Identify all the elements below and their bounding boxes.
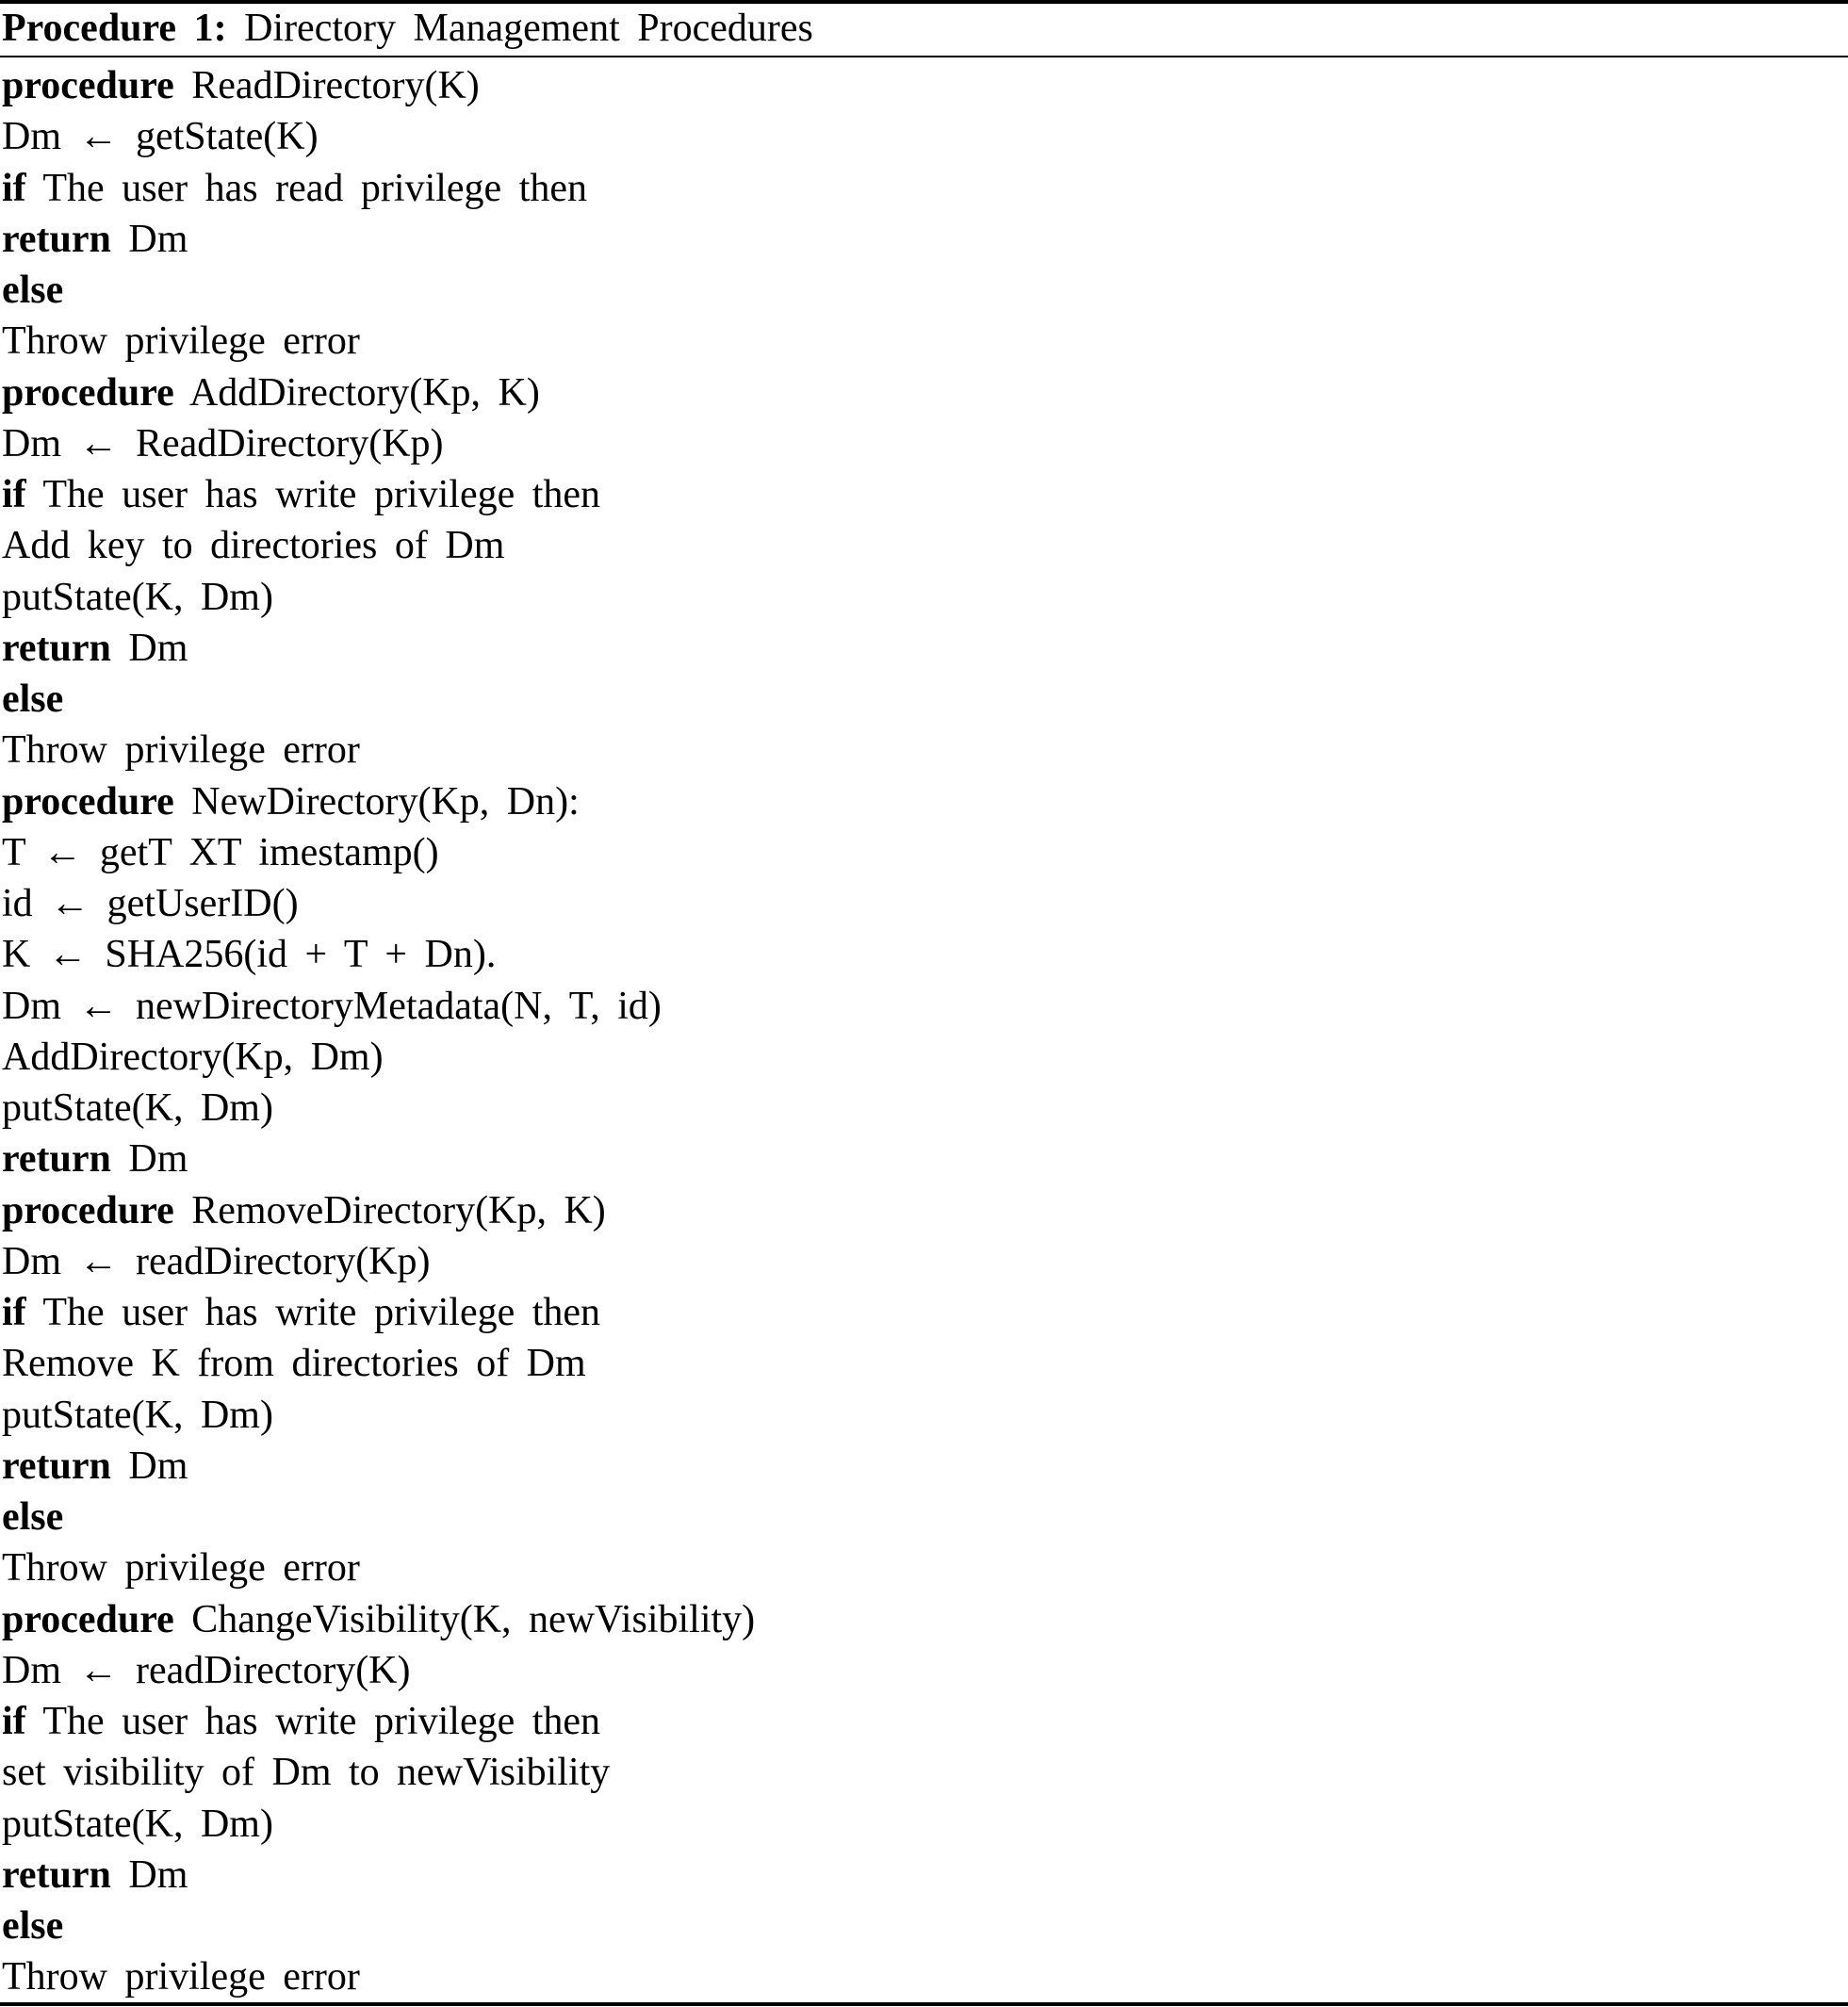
keyword: if [2,1291,26,1334]
code-line [2,1287,1844,1338]
code-text: Dm ← ReadDirectory(Kp) [2,421,444,465]
code-text: ReadDirectory(K) [173,64,480,107]
code-line [2,418,1844,469]
code-text: Dm ← getState(K) [2,115,319,159]
keyword: procedure [2,370,174,415]
keyword: else [2,1495,64,1539]
keyword: procedure [2,1188,174,1232]
keyword: if [2,1700,26,1743]
code-line [2,1390,1844,1441]
code-text: Dm [110,626,188,670]
code-line [2,1542,1844,1593]
code-text: The user has write privilege then [25,1700,601,1743]
code-line [2,316,1844,367]
code-line [2,878,1844,929]
keyword: procedure [2,64,174,107]
code-text: putState(K, Dm) [2,1802,273,1846]
keyword: return [2,1137,111,1182]
code-text: Dm [110,1444,188,1488]
procedure-caption [2,2,813,55]
code-line [2,725,1844,775]
code-text: putState(K, Dm) [2,1393,273,1437]
code-line [2,1441,1844,1492]
code-text: T ← getT XT imestamp() [2,830,439,874]
code-line [2,367,1844,418]
bottom-rule [0,2002,1848,2006]
code-line [2,1850,1844,1901]
code-line [2,60,1844,111]
code-line [2,776,1844,827]
code-text: set visibility of Dm to newVisibility [2,1751,611,1795]
code-line [2,1696,1844,1747]
code-text: K ← SHA256(id + T + Dn). [2,933,497,977]
code-text: Throw privilege error [2,1955,360,1999]
code-line [2,1645,1844,1696]
code-line [2,929,1844,980]
code-text: Dm ← readDirectory(K) [2,1648,411,1692]
code-line [2,674,1844,725]
code-text: Add key to directories of Dm [2,524,505,568]
code-line [2,1338,1844,1389]
code-text: Dm [110,1137,188,1182]
code-text: putState(K, Dm) [2,1086,273,1130]
code-line [2,572,1844,623]
code-line [2,1951,1844,2002]
keyword: if [2,473,26,516]
code-text: Dm ← readDirectory(Kp) [2,1239,431,1283]
code-line [2,1134,1844,1184]
keyword: return [2,626,111,670]
keyword: if [2,166,26,210]
code-line [2,1594,1844,1645]
code-text: Dm [110,217,188,261]
keyword: return [2,1852,111,1897]
keyword: procedure [2,779,174,824]
code-line [2,1492,1844,1542]
keyword: return [2,1444,111,1488]
code-text: ChangeVisibility(K, newVisibility) [173,1597,756,1641]
code-line [2,520,1844,571]
code-text: The user has read privilege then [25,166,588,210]
code-text: Dm ← newDirectoryMetadata(N, T, id) [2,984,662,1028]
keyword: procedure [2,1597,174,1641]
code-line [2,623,1844,674]
code-line [2,1185,1844,1236]
code-line [2,1032,1844,1083]
code-line [2,1083,1844,1134]
keyword: else [2,1904,64,1948]
code-text: Throw privilege error [2,1546,360,1591]
keyword: else [2,677,64,721]
code-text: Throw privilege error [2,319,360,364]
code-line [2,827,1844,878]
code-text: Throw privilege error [2,728,360,773]
keyword: else [2,269,64,312]
caption-label: Procedure 1: [2,7,227,50]
code-line [2,981,1844,1032]
code-text: The user has write privilege then [25,1291,601,1334]
keyword: return [2,217,111,261]
code-text: Dm [110,1852,188,1897]
code-text: AddDirectory(Kp, K) [173,370,540,415]
code-text: RemoveDirectory(Kp, K) [173,1188,606,1232]
code-line [2,1799,1844,1850]
code-text: NewDirectory(Kp, Dn): [173,779,580,824]
code-line [2,1747,1844,1798]
code-line [2,163,1844,214]
code-text: id ← getUserID() [2,882,299,925]
code-line [2,111,1844,162]
code-line [2,265,1844,316]
code-line [2,1901,1844,1951]
code-text: AddDirectory(Kp, Dm) [2,1035,384,1079]
code-line [2,1236,1844,1287]
caption-rule [0,56,1848,57]
procedure-body [2,60,1844,2003]
code-line [2,469,1844,520]
code-text: Remove K from directories of Dm [2,1342,586,1386]
code-text: The user has write privilege then [25,473,601,516]
caption-title: Directory Management Procedures [244,7,813,50]
code-line [2,214,1844,265]
code-text: putState(K, Dm) [2,575,273,619]
